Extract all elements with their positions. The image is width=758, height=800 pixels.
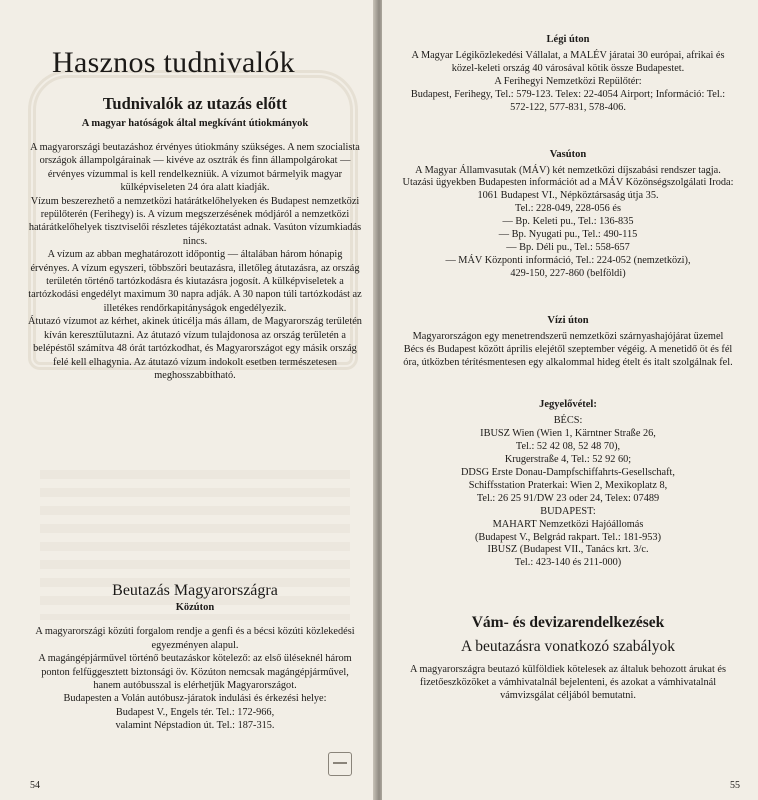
tickets-ibusz-wien-tel: Tel.: 52 42 08, 52 48 70), xyxy=(515,441,621,453)
tickets-mahart-address: (Budapest V., Belgrád rakpart. Tel.: 181-953) xyxy=(474,531,662,543)
paragraph-bus-line1: Budapest V., Engels tér. Tel.: 172-966, xyxy=(115,706,275,718)
spacer xyxy=(402,115,734,149)
section-title-rail: Vasúton xyxy=(549,148,587,160)
rail-address: 1061 Budapest VI., Népköztársaság útja 35. xyxy=(477,190,659,202)
section-title-travel-info: Tudnivalók az utazás előtt xyxy=(102,94,288,113)
paragraph-airport-title: A Ferihegyi Nemzetközi Repülőtér: xyxy=(494,75,642,87)
spacer xyxy=(402,281,734,315)
paragraph-mav: A Magyar Államvasutak (MÁV) két nemzetközi díjszabási rendszer tagja. xyxy=(415,164,721,176)
paragraph-bus-line2: valamint Népstadion út. Tel.: 187-315. xyxy=(115,720,275,732)
page-number-left: 54 xyxy=(30,780,40,791)
right-page xyxy=(382,0,758,800)
paragraph-seatbelt: A magángépjárművel történő beutazáskor kötelező: az első üléseknél három ponton felfüggesztett biztonsági öv. Közúton nemcsak magángépjárművel, hanem autóbusszal is elérhetjük Magyarországot. xyxy=(38,653,352,691)
paragraph-airport-contacts: Budapest, Ferihegy, Tel.: 579-123. Telex: 22-4054 Airport; Információ: Tel.: 572-122, 577-831, 578-406. xyxy=(410,88,726,113)
tickets-ibusz-bp-tel: Tel.: 423-140 és 211-000) xyxy=(514,557,622,569)
rail-domestic: 429-150, 227-860 (belföldi) xyxy=(510,267,626,279)
paragraph-hydrofoil: Magyarországon egy menetrendszerű nemzetközi szárnyashajójárat üzemel Bécs és Budapest között április elejétől szeptember végéig. A menetidő öt és fél óra, útközben térítésmentesen egy alkalommal hideg ételt és italt szolgálnak fel. xyxy=(403,330,733,368)
section-subtitle-road: Közúton xyxy=(175,602,215,614)
rail-nyugati: — Bp. Nyugati pu., Tel.: 490-115 xyxy=(498,229,638,241)
paragraph-documents: A magyarországi beutazáshoz érvényes útiokmány szükséges. A nem szocialista országok állampolgárainak — kivéve az osztrák és finn állampolgárokat — érvényes vízummal is kell rendelkezniük. A vízumot bármelyik magyar külképviseleten 24 óra alatt kiadják. xyxy=(30,142,360,194)
tickets-ibusz-bp: IBUSZ (Budapest VII., Tanács krt. 3/c. xyxy=(487,544,649,556)
tickets-budapest: BUDAPEST: xyxy=(540,505,596,517)
paragraph-malev: A Magyar Légiközlekedési Vállalat, a MALÉV járatai 30 európai, afrikai és közel-keleti ország 40 városával kötik össze Budapestet. xyxy=(411,50,725,74)
paragraph-transit-visa: Átutazó vízumot az kérhet, akinek úticélja más állam, de Magyarország területén kíván keresztülutazni. Az átutazó vízum tulajdonosa az ország területén a belépéstől számítva 48 órát tartózkodhat, és Magyarországot egy másik ország felé kell elhagynia. Az átutazó vízum indokolt esetben természetesen meghosszabbítható. xyxy=(28,316,362,381)
spacer xyxy=(402,570,734,614)
paragraph-mav-office: Utazási ügyekben Budapesten információt ad a MÁV Közönségszolgálati Iroda: xyxy=(402,177,734,189)
tickets-vienna: BÉCS: xyxy=(553,415,583,427)
section-subtitle-documents: A magyar hatóságok által megkívánt útiokmányok xyxy=(81,118,309,129)
rail-deli: — Bp. Déli pu., Tel.: 558-657 xyxy=(506,241,630,253)
tickets-ddsg-tel: Tel.: 26 25 91/DW 23 oder 24, Telex: 07489 xyxy=(476,492,660,504)
paragraph-visa-borders: Vízum beszerezhető a nemzetközi határátkelőhelyeken és Budapest nemzetközi repülőterén (Ferihegy) is. A vízum megszerzésének módjáról a nemzetközi határátkelőhelyek tisztviselői részletes tájékoztatást adnak. Vasúton vízumkiadás nincs. xyxy=(28,195,362,247)
tickets-ddsg-station: Schiffsstation Praterkai: Wien 2, Mexikoplatz 8, xyxy=(468,479,668,491)
page-title: Hasznos tudnivalók xyxy=(52,46,295,79)
paragraph-customs: A magyarországra beutazó külföldiek kötelesek az általuk behozott árukat és fizetőeszközöket a vámhivatalnál bejelenteni, és azokat a vámhivatalnál vámvizsgálat céljából bemutatni. xyxy=(410,664,726,702)
section-title-customs: Vám- és devizarendelkezések xyxy=(471,614,665,632)
paragraph-visa-validity: A vízum az abban meghatározott időpontig — általában három hónapig érvényes. A vízum egyszeri, többszöri beutazásra, illetőleg átutazásra, az ország területén történő tartózkodásra és kiutazásra jogosít. A külképviseletek a tartózkodási engedélyt maximum 30 napra adják. A 30 napon túli tartózkodást az illetékes rendőrkapitányságok engedélyezik. xyxy=(28,249,362,314)
logo-icon xyxy=(328,752,352,776)
left-page xyxy=(0,0,376,800)
paragraph-bus-title: Budapesten a Volán autóbusz-járatok indulási és érkezési helye: xyxy=(63,693,327,705)
page-number-right: 55 xyxy=(730,780,740,791)
paragraph-road-rules: A magyarországi közúti forgalom rendje a genfi és a bécsi közúti közlekedési egyezményen alapul. xyxy=(35,626,355,651)
spacer xyxy=(28,382,362,582)
rail-phone: Tel.: 228-049, 228-056 és xyxy=(515,203,621,215)
tickets-ibusz-wien: IBUSZ Wien (Wien 1, Kärntner Straße 26, xyxy=(480,428,656,440)
section-title-entry: Beutazás Magyarországra xyxy=(112,582,278,600)
section-title-air: Légi úton xyxy=(546,34,590,45)
rail-keleti: — Bp. Keleti pu., Tel.: 136-835 xyxy=(502,216,634,228)
spacer xyxy=(402,369,734,399)
tickets-mahart: MAHART Nemzetközi Hajóállomás xyxy=(492,518,644,530)
section-title-tickets: Jegyelővétel: xyxy=(539,399,597,411)
section-title-water: Vízi úton xyxy=(547,314,589,326)
tickets-krugerstrasse: Krugerstraße 4, Tel.: 52 92 60; xyxy=(504,454,632,466)
left-content xyxy=(28,46,362,733)
section-subtitle-entry-rules: A beutazásra vonatkozó szabályok xyxy=(461,638,675,656)
tickets-ddsg: DDSG Erste Donau-Dampfschiffahrts-Gesellschaft, xyxy=(461,467,675,479)
rail-central-info: — MÁV Központi információ, Tel.: 224-052 (nemzetközi), xyxy=(445,254,691,266)
right-content xyxy=(402,34,734,703)
